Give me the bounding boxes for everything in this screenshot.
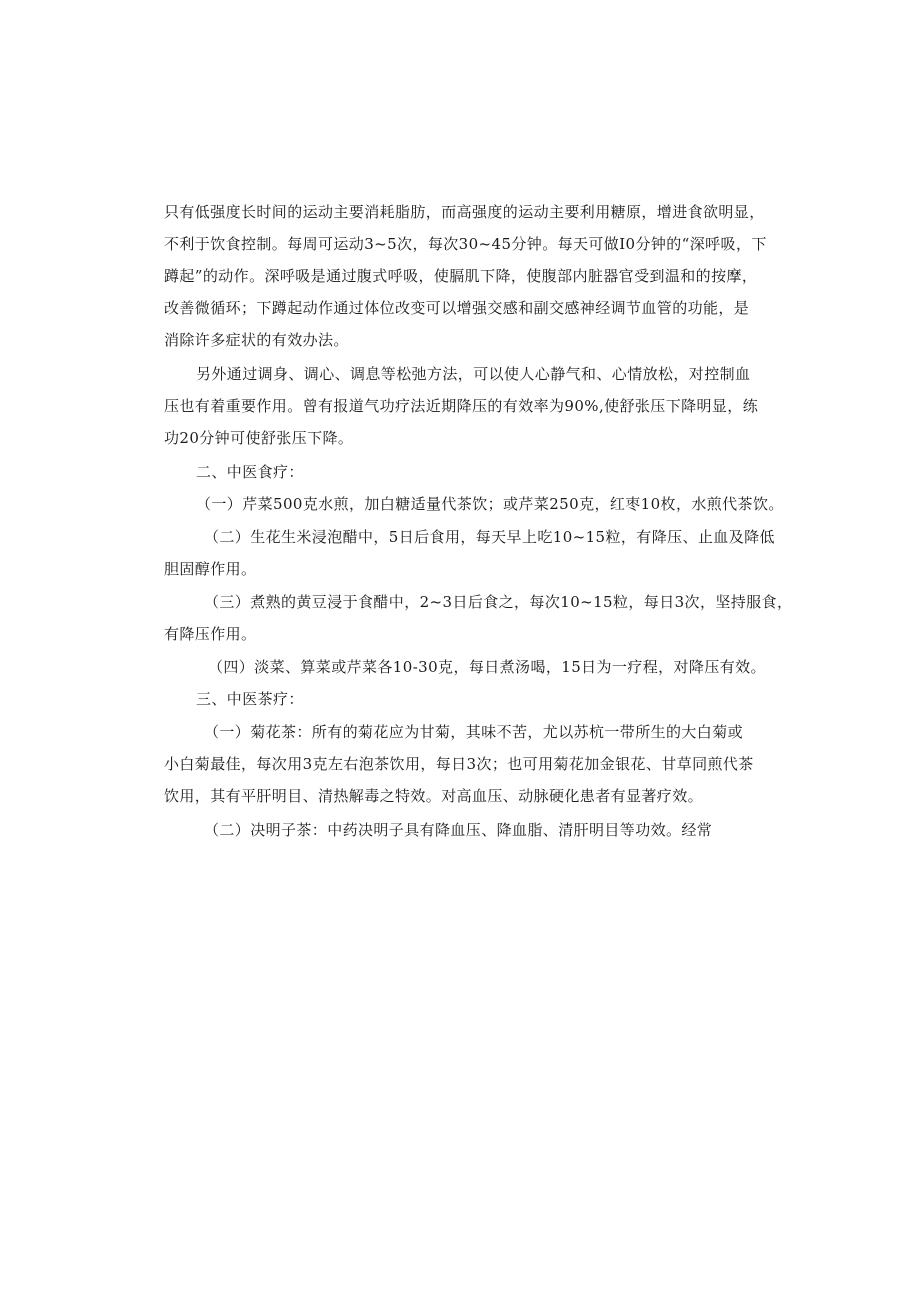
paragraph-line: 压也有着重要作用。曾有报道气功疗法近期降压的有效率为90%,使舒张压下降明显，练 [164, 397, 759, 415]
paragraph-line: （四）淡菜、算菜或芹菜各10-30克，每日煮汤喝，15日为一疗程，对降压有效。 [208, 658, 766, 676]
paragraph-line: 只有低强度长时间的运动主要消耗脂肪，而高强度的运动主要利用糖原，增进食欲明显， [164, 203, 765, 221]
paragraph-line: 饮用，其有平肝明目、清热解毒之特效。对高血压、动脉硬化患者有显著疗效。 [164, 787, 704, 805]
paragraph-line: （二）决明子茶：中药决明子具有降血压、降血脂、清肝明目等功效。经常 [204, 821, 713, 839]
paragraph-line: （一）芹菜500克水煎，加白糖适量代茶饮；或芹菜250克，红枣10枚，水煎代茶饮。 [196, 495, 784, 513]
paragraph-line: 另外通过调身、调心、调息等松弛方法，可以使人心静气和、心情放松，对控制血 [196, 365, 751, 383]
paragraph-line: （二）生花生米浸泡醋中，5日后食用，每天早上吃10~15粒，有降压、止血及降低 [204, 528, 775, 546]
paragraph-line: 胆固醇作用。 [164, 560, 257, 578]
paragraph-line: （一）菊花茶：所有的菊花应为甘菊，其味不苦，尤以苏杭一带所生的大白菊或 [204, 723, 744, 741]
paragraph-line: 有降压作用。 [164, 625, 257, 643]
paragraph-line: 改善微循环；下蹲起动作通过体位改变可以增强交感和副交感神经调节血管的功能，是 [164, 299, 750, 317]
paragraph-line: 小白菊最佳，每次用3克左右泡茶饮用，每日3次；也可用菊花加金银花、甘草同煎代茶 [164, 755, 754, 773]
paragraph-line: 消除许多症状的有效办法。 [164, 331, 349, 349]
section-heading: 三、中医茶疗： [196, 690, 304, 708]
paragraph-line: 功20分钟可使舒张压下降。 [164, 429, 354, 447]
section-heading: 二、中医食疗： [196, 463, 304, 481]
paragraph-line: （三）煮熟的黄豆浸于食醋中，2~3日后食之，每次10~15粒，每日3次，坚持服食， [204, 593, 793, 611]
paragraph-line: 不利于饮食控制。每周可运动3~5次，每次30~45分钟。每天可做I0分钟的“深呼吸，下 [164, 235, 767, 253]
paragraph-line: 蹲起”的动作。深呼吸是通过腹式呼吸，使膈肌下降，使腹部内脏器官受到温和的按摩， [164, 267, 758, 285]
